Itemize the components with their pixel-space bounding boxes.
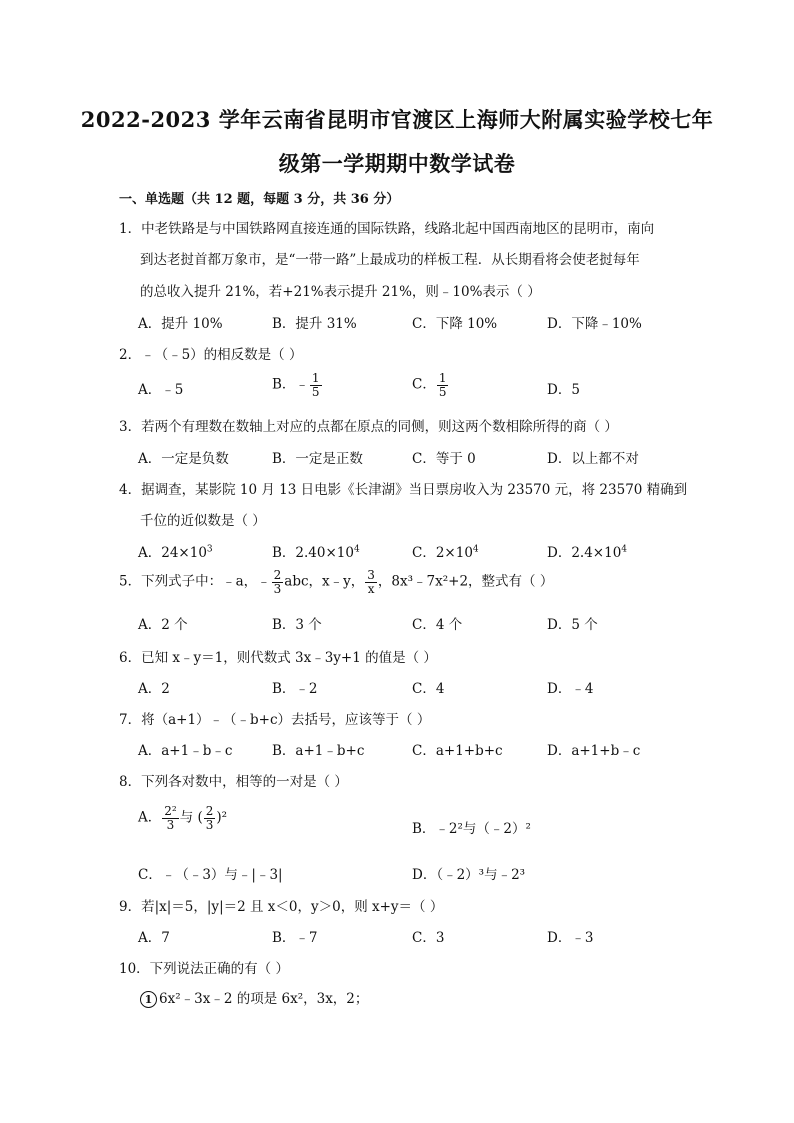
q3-option-d: D．以上都不对 [547,451,639,467]
q6-option-c: C．4 [412,681,445,697]
q10-stem: 10．下列说法正确的有（ ） [119,961,289,977]
q8-stem: 8．下列各对数中，相等的一对是（ ） [119,774,348,790]
q9-option-d: D．﹣3 [547,930,594,946]
q5-stem: 5．下列式子中：﹣a，﹣ $\frac{2}{3}$ abc，x﹣y， $\frac{3}{x}$ ，8x³﹣7x²+2，整式有（ ） [119,568,554,596]
fraction: $\frac{\text{2²}}{3}$ [164,804,177,832]
q5-option-b: B．3 个 [272,617,322,633]
fraction: $\frac{2}{3}$ [273,568,282,596]
q3-option-c: C．等于 0 [412,451,476,467]
q4-option-b: B．$2.40\times 10^4$ [272,544,360,561]
q1-line1: 1．中老铁路是与中国铁路网直接连通的国际铁路，线路北起中国西南地区的昆明市，南向 [119,221,655,237]
q3-option-b: B．一定是正数 [272,451,363,467]
q1-option-b: B．提升 31% [272,316,357,332]
q10-item1: 1 6x²﹣3x﹣2 的项是 6x²，3x，2； [140,987,368,1008]
q9-option-a: A．7 [138,930,170,946]
q2-option-b: B．﹣ $\frac{1}{5}$ [272,371,320,399]
q9-stem: 9．若|x|＝5，|y|＝2 且 x＜0，y＞0，则 x+y＝（ ） [119,899,444,915]
q8-option-a: A． $\frac{\text{2²}}{3}$ 与 ( $\frac{2}{3}$ )² [138,804,228,832]
fraction: $\frac{2}{3}$ [205,804,214,832]
q8-option-b: B．﹣2²与（﹣2）² [412,821,531,837]
q8-option-c: C．﹣（﹣3）与﹣|﹣3| [138,867,283,883]
q1-option-d: D．下降﹣10% [547,316,642,332]
q3-stem: 3．若两个有理数在数轴上对应的点都在原点的同侧，则这两个数相除所得的商（ ） [119,419,618,435]
q1-line2: 到达老挝首都万象市，是“一带一路”上最成功的样板工程．从长期看将会使老挝每年 [140,252,640,268]
q5-option-d: D．5 个 [547,617,598,633]
q6-option-b: B．﹣2 [272,681,318,697]
q4-option-a: A．$24\times 10^3$ [138,544,213,561]
q7-stem: 7．将（a+1）﹣（﹣b+c）去括号，应该等于（ ） [119,712,431,728]
q7-option-a: A．a+1﹣b﹣c [138,743,233,759]
q6-option-a: A．2 [138,681,170,697]
q2-stem: 2．﹣（﹣5）的相反数是（ ） [119,347,303,363]
q8-option-d: D．（﹣2）³与﹣2³ [412,867,526,883]
q4-line2: 千位的近似数是（ ） [140,513,266,529]
q5-option-a: A．2 个 [138,617,188,633]
q4-line1: 4．据调查，某影院 10 月 13 日电影《长津湖》当日票房收入为 23570 元，将 23570 精确到 [119,482,688,498]
q6-stem: 6．已知 x﹣y＝1，则代数式 3x﹣3y+1 的值是（ ） [119,650,437,666]
q2-option-a: A．﹣5 [138,382,184,398]
q1-option-c: C．下降 10% [412,316,498,332]
exam-title-line1: 2022-2023 学年云南省昆明市官渡区上海师大附属实验学校七年 [80,107,714,132]
exam-title-line2: 级第一学期期中数学试卷 [278,151,516,176]
q7-option-b: B．a+1﹣b+c [272,743,365,759]
q4-option-c: C．$2\times 10^4$ [412,544,479,561]
q7-option-d: D．a+1+b﹣c [547,743,641,759]
q9-option-b: B．﹣7 [272,930,318,946]
q2-option-d: D．5 [547,382,580,398]
q7-option-c: C．a+1+b+c [412,743,503,759]
circled-number-1-icon: 1 [140,991,157,1008]
q3-option-a: A．一定是负数 [138,451,229,467]
q5-option-c: C．4 个 [412,617,463,633]
fraction: $\frac{1}{5}$ [311,371,320,399]
fraction: $\frac{1}{5}$ [438,371,447,399]
fraction: $\frac{3}{x}$ [367,568,375,596]
q9-option-c: C．3 [412,930,445,946]
q6-option-d: D．﹣4 [547,681,594,697]
q2-option-c: C． $\frac{1}{5}$ [412,371,447,399]
q4-option-d: D．$2.4\times 10^4$ [547,544,628,561]
q1-line3: 的总收入提升 21%，若+21%表示提升 21%，则﹣10%表示（ ） [140,284,541,300]
q1-option-a: A．提升 10% [138,316,223,332]
section-heading: 一、单选题（共 12 题，每题 3 分，共 36 分） [119,192,400,207]
